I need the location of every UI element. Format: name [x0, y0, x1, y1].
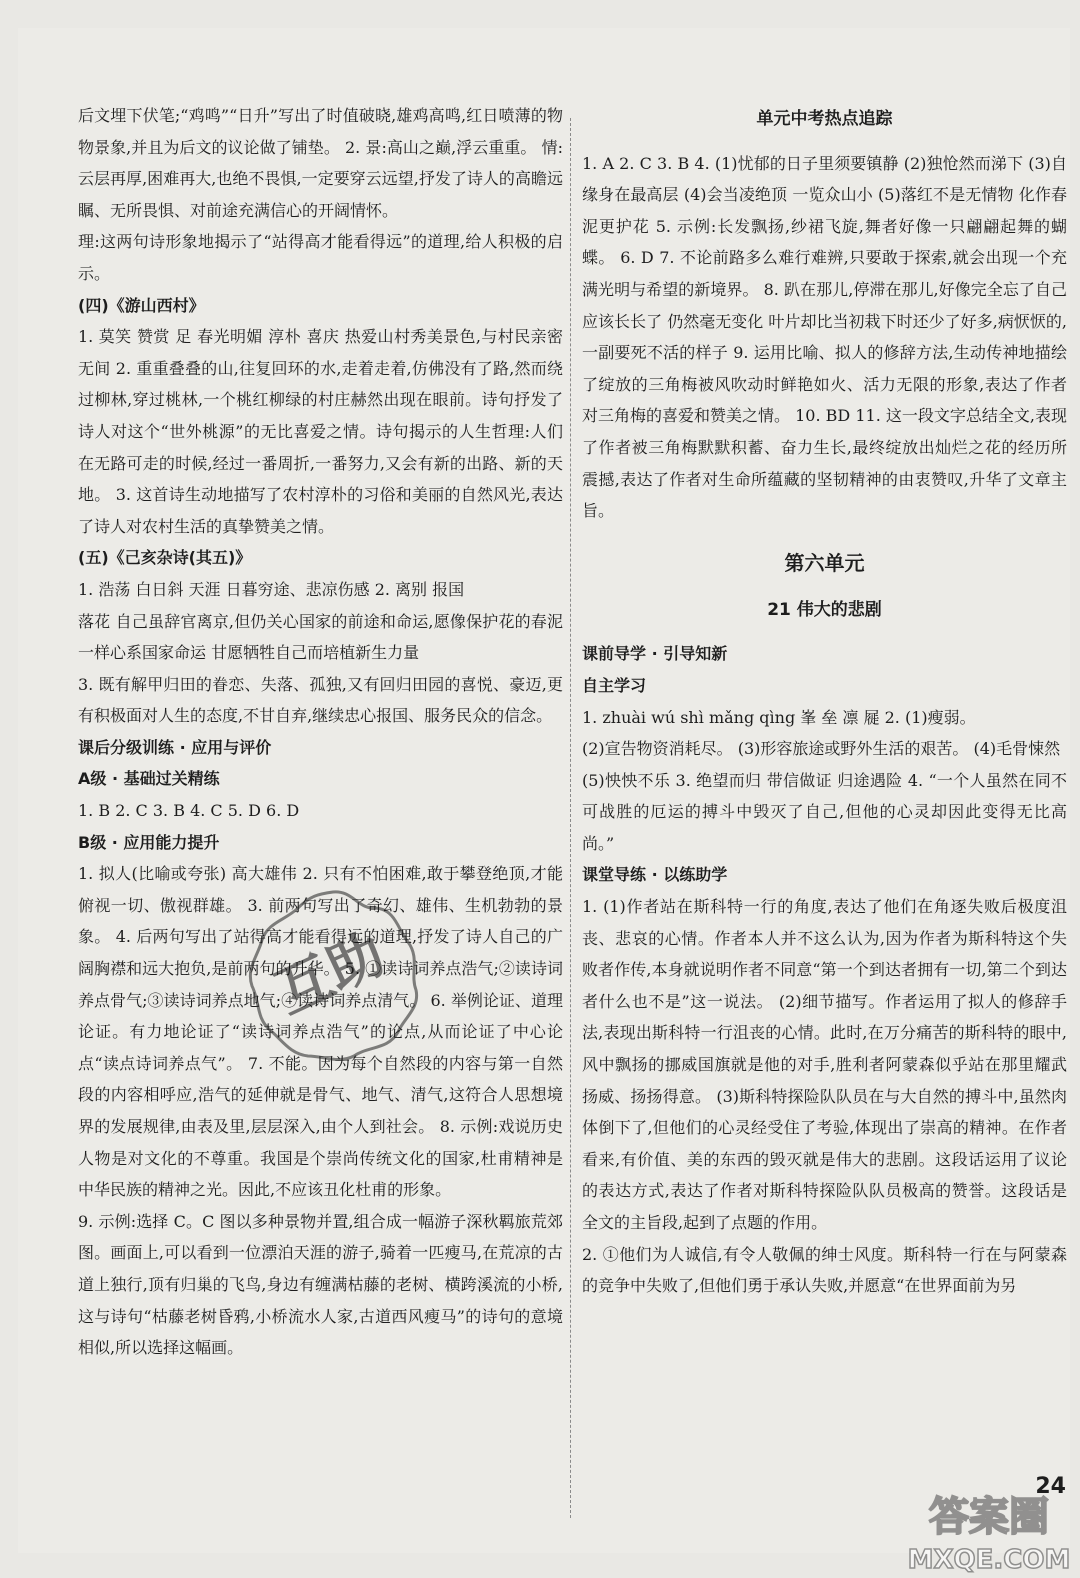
level-heading: A级 · 基础过关精练	[78, 769, 220, 789]
answer-paragraph: 1. 浩荡 白日斜 天涯 日暮穷途、悲凉伤感 2. 离别 报国	[78, 579, 465, 599]
answer-paragraph: 2. ①他们为人诚信,有令人敬佩的绅士风度。斯科特一行在与阿蒙森的竞争中失败了,但他们勇于承认失败,并愿意“在世界面前为另	[582, 1244, 1067, 1296]
unit-review-title: 单元中考热点追踪	[756, 109, 893, 129]
svg-text:MXQE.COM: MXQE.COM	[907, 1545, 1071, 1575]
unit-title: 第六单元	[784, 550, 865, 575]
answer-paragraph: 后文埋下伏笔;“鸡鸣”“日升”写出了时值破晓,雄鸡高鸣,红日喷薄的物物景象,并且为后文的议论做了铺垫。 2. 景:高山之巅,浮云重重。 情:云层再厚,困难再大,也绝不畏惧,一定要穿云远望,抒发了诗人的高瞻远瞩、无所畏惧、对前途充满信心的开阔情怀。	[78, 106, 563, 220]
right-column	[582, 100, 1067, 1302]
page-number: 24	[1035, 1474, 1066, 1499]
answer-paragraph: 1. B 2. C 3. B 4. C 5. D 6. D	[78, 801, 300, 821]
answer-paragraph: 1. zhuài wú shì mǎng qìng 峯 垒 凛 屣 2. (1)瘦弱。	[582, 707, 976, 727]
answer-paragraph: 理:这两句诗形象地揭示了“站得高才能看得远”的道理,给人积极的启示。	[78, 232, 563, 283]
sub-heading: 自主学习	[582, 675, 647, 695]
column-divider	[570, 118, 571, 1518]
watermark-logo	[904, 1480, 1074, 1575]
answer-paragraph: (5)怏怏不乐 3. 绝望而归 带信做证 归途遇险 4. “一个人虽然在同不可战胜的厄运的搏斗中毁灭了自己,但他的心灵却因此变得无比高尚。”	[582, 770, 1067, 853]
page	[18, 28, 1070, 1553]
section-heading: 课堂导练 · 以练助学	[582, 865, 728, 885]
watermark-stamp	[238, 880, 428, 1070]
answer-paragraph: 3. 既有解甲归田的眷恋、失落、孤独,又有回归田园的喜悦、豪迈,更有积极面对人生的态度,不甘自弃,继续忠心报国、服务民众的信念。	[78, 674, 563, 726]
answer-paragraph: 1. (1)作者站在斯科特一行的角度,表达了他们在角逐失败后极度沮丧、悲哀的心情。作者本人并不这么认为,因为作者为斯科特这个失败者作传,本身就说明作者不同意“第一个到达者拥有一切,第二个到达者什么也不是”这一说法。 (2)细节描写。作者运用了拟人的修辞手法,表现出斯科特一行沮丧的心情。此时,在万分痛苦的斯科特的眼中,风中飘扬的挪威国旗就是他的对手,胜利者阿蒙森似乎站在那里耀武扬威、扬扬得意。 (3)斯科特探险队队员在与大自然的搏斗中,虽然肉体倒下了,但他们的心灵经受住了考验,体现出了崇高的精神。在作者看来,有价值、美的东西的毁灭就是伟大的悲剧。这段话运用了议论的表达方式,表达了作者对斯科特探险队队员极高的赞誉。这段话是全文的主旨段,起到了点题的作用。	[582, 897, 1067, 1232]
answer-paragraph: 1. 莫笑 赞赏 足 春光明媚 淳朴 喜庆 热爱山村秀美景色,与村民亲密无间 2. 重重叠叠的山,往复回环的水,走着走着,仿佛没有了路,然而绕过柳林,穿过桃林,一个桃红柳绿的村庄赫然出现在眼前。诗句抒发了诗人对这个“世外桃源”的无比喜爱之情。诗句揭示的人生哲理:人们在无路可走的时候,经过一番周折,一番努力,又会有新的出路、新的天地。 3. 这首诗生动地描写了农村淳朴的习俗和美丽的自然风光,表达了诗人对农村生活的真挚赞美之情。	[78, 327, 563, 536]
answer-paragraph: 1. A 2. C 3. B 4. (1)忧郁的日子里须要镇静 (2)独怆然而涕下 (3)自缘身在最高层 (4)会当凌绝顶 一览众山小 (5)落红不是无情物 化作春泥更护花 5. 示例:长发飘扬,纱裙飞旋,舞者好像一只翩翩起舞的蝴蝶。 6. D 7. 不论前路多么难行难辨,只要敢于探索,就会出现一个充满光明与希望的新境界。 8. 趴在那儿,停滞在那儿,好像完全忘了自己应该长长了 仍然毫无变化 叶片却比当初栽下时还少了好多,病恹恹的,一副要死不活的样子 9. 运用比喻、拟人的修辞方法,生动传神地描绘了绽放的三角梅被风吹动时鲜艳如火、活力无限的形象,表达了作者对三角梅的喜爱和赞美之情。 10. BD 11. 这一段文字总结全文,表现了作者被三角梅默默积蓄、奋力生长,最终绽放出灿烂之花的经历所震撼,表达了作者对生命所蕴藏的坚韧精神的由衷赞叹,升华了文章主旨。	[582, 153, 1067, 521]
left-column	[78, 100, 563, 1364]
svg-text:答案圈: 答案圈	[929, 1494, 1049, 1540]
poem-heading: (五)《己亥杂诗(其五)》	[78, 548, 252, 568]
level-heading: B级 · 应用能力提升	[78, 832, 220, 852]
answer-paragraph: (2)宣告物资消耗尽。 (3)形容旅途或野外生活的艰苦。 (4)毛骨悚然	[582, 739, 1061, 759]
answer-paragraph: 1. 拟人(比喻或夸张) 高大雄伟 2. 只有不怕困难,敢于攀登绝顶,才能俯视一切、傲视群雄。 3. 前两句写出了奇幻、雄伟、生机勃勃的景象。 4. 后两句写出了站得高才能看得远的道理,抒发了诗人自己的广阔胸襟和远大抱负,是前两句的升华。 5. ①读诗词养点浩气;②读诗词养点骨气;③读诗词养点地气;④读诗词养点清气。 6. 举例论证、道理论证。有力地论证了“读诗词养点浩气”的论点,从而论证了中心论点“读点诗词养点气”。 7. 不能。因为每个自然段的内容与第一自然段的内容相呼应,浩气的延伸就是骨气、地气、清气,这符合人思想境界的发展规律,由表及里,层层深入,由个人到社会。 8. 示例:戏说历史人物是对文化的不尊重。我国是个崇尚传统文化的国家,杜甫精神是中华民族的精神之光。因此,不应该丑化杜甫的形象。	[78, 864, 563, 1200]
answer-paragraph: 9. 示例:选择 C。C 图以多种景物并置,组合成一幅游子深秋羁旅荒郊图。画面上,可以看到一位漂泊天涯的游子,骑着一匹瘦马,在荒凉的古道上独行,顶有归巢的飞鸟,身边有缠满枯藤的老树、横跨溪流的小桥,这与诗句“枯藤老树昏鸦,小桥流水人家,古道西风瘦马”的诗句的意境相似,所以选择这幅画。	[78, 1211, 563, 1358]
svg-text:互助: 互助	[265, 920, 395, 1028]
poem-heading: (四)《游山西村》	[78, 295, 205, 315]
answer-paragraph: 落花 自己虽辞官离京,但仍关心国家的前途和命运,愿像保护花的春泥一样心系国家命运 甘愿牺牲自己而培植新生力量	[78, 611, 563, 663]
section-heading: 课前导学 · 引导知新	[582, 644, 728, 664]
lesson-title: 21 伟大的悲剧	[767, 599, 882, 620]
section-heading: 课后分级训练 · 应用与评价	[78, 737, 272, 757]
